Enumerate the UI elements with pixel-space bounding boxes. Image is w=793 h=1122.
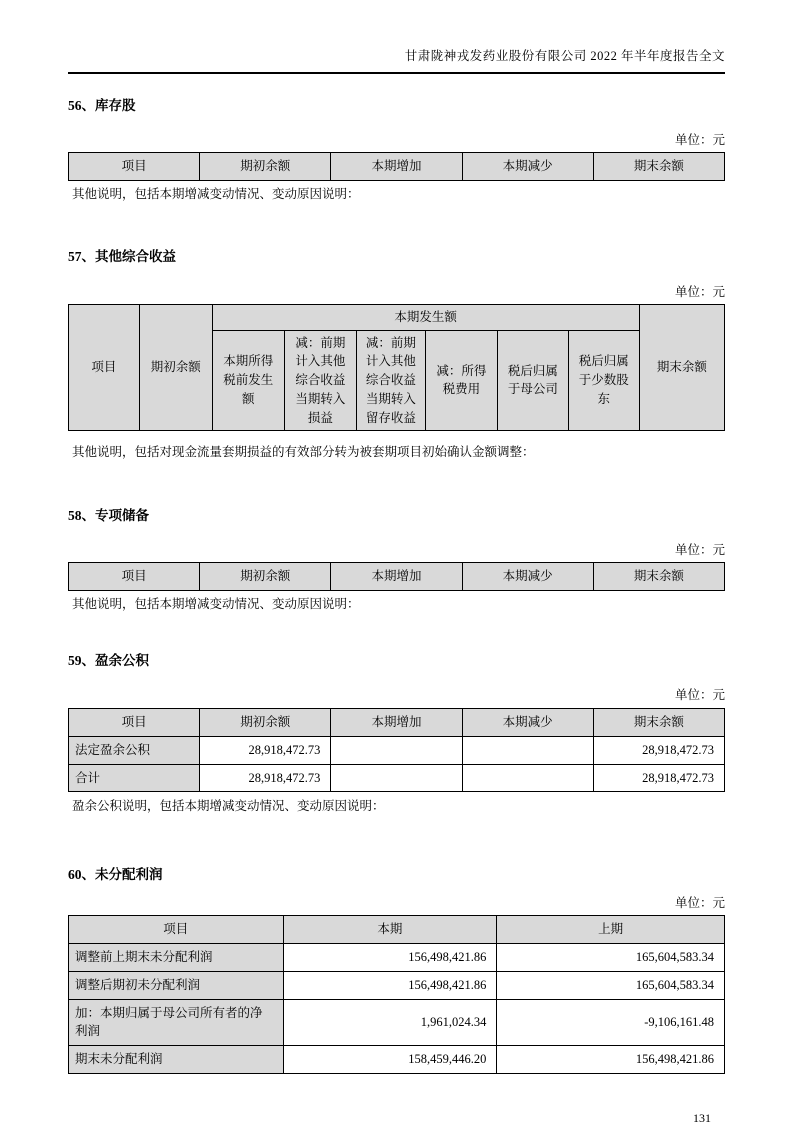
section-other-comprehensive-income (68, 248, 725, 461)
cell-begin-balance: 28,918,472.73 (200, 736, 331, 764)
header-cell-current-period: 本期 (283, 916, 497, 944)
cell-end-balance: 28,918,472.73 (593, 764, 724, 792)
table-header-row (69, 709, 725, 737)
header-cell-end-balance: 期末余额 (593, 709, 724, 737)
header-cell-item: 项目 (69, 304, 140, 431)
cell-current-value: 156,498,421.86 (283, 971, 497, 999)
cell-current-value: 1,961,024.34 (283, 999, 497, 1046)
header-cell-begin-balance: 期初余额 (200, 153, 331, 181)
header-cell-increase: 本期增加 (331, 153, 462, 181)
special-reserve-table (68, 562, 725, 591)
cell-prior-value: 165,604,583.34 (497, 944, 725, 972)
header-cell-begin-balance: 期初余额 (200, 563, 331, 591)
table-row-total (69, 764, 725, 792)
section-title-57: 57、其他综合收益 (68, 248, 176, 264)
cell-prior-value: 165,604,583.34 (497, 971, 725, 999)
cell-decrease (462, 764, 593, 792)
unit-label-60: 单位：元 (674, 896, 725, 911)
cell-item-net-profit-parent: 加：本期归属于母公司所有者的净利润 (69, 999, 284, 1046)
cell-decrease (462, 736, 593, 764)
section-treasury-stock (68, 97, 725, 202)
unit-label-57: 单位：元 (674, 284, 725, 299)
section-retained-earnings (68, 866, 725, 1074)
header-cell-attr-parent: 税后归属于母公司 (498, 330, 569, 431)
header-cell-current-period-group: 本期发生额 (212, 304, 639, 330)
header-cell-prior-period: 上期 (497, 916, 725, 944)
header-cell-item: 项目 (69, 563, 200, 591)
treasury-stock-table (68, 152, 725, 181)
header-cell-attr-minority: 税后归属于少数股东 (568, 330, 639, 431)
cell-item-total: 合计 (69, 764, 200, 792)
header-cell-end-balance: 期末余额 (593, 563, 724, 591)
cell-item-pre-adjust: 调整前上期末未分配利润 (69, 944, 284, 972)
retained-earnings-table (68, 915, 725, 1074)
header-cell-pretax-amount: 本期所得税前发生额 (212, 330, 284, 431)
unit-label-59: 单位：元 (674, 688, 725, 702)
document-header-title: 甘肃陇神戎发药业股份有限公司 2022 年半年度报告全文 (404, 49, 725, 63)
header-cell-end-balance: 期末余额 (639, 304, 724, 431)
document-header (68, 48, 725, 74)
header-cell-decrease: 本期减少 (462, 153, 593, 181)
cell-begin-balance: 28,918,472.73 (200, 764, 331, 792)
cell-prior-value: 156,498,421.86 (497, 1046, 725, 1074)
header-cell-decrease: 本期减少 (462, 709, 593, 737)
table-row (69, 971, 725, 999)
section-title-60: 60、未分配利润 (68, 867, 163, 883)
unit-label-58: 单位：元 (674, 543, 725, 558)
section-special-reserve (68, 507, 725, 612)
table-row (69, 736, 725, 764)
header-cell-end-balance: 期末余额 (593, 153, 724, 181)
cell-increase (331, 764, 462, 792)
cell-end-balance: 28,918,472.73 (593, 736, 724, 764)
table-header-row-top (69, 304, 725, 330)
table-row (69, 999, 725, 1046)
header-cell-begin-balance: 期初余额 (200, 709, 331, 737)
table-header-row (69, 916, 725, 944)
section-title-56: 56、库存股 (68, 98, 136, 113)
header-cell-item: 项目 (69, 709, 200, 737)
other-comprehensive-income-table (68, 304, 725, 432)
cell-increase (331, 736, 462, 764)
header-cell-decrease: 本期减少 (462, 563, 593, 591)
section-title-58: 58、专项储备 (68, 508, 149, 524)
section-surplus-reserve (68, 652, 725, 814)
section-note-56: 其他说明，包括本期增减变动情况、变动原因说明： (72, 186, 360, 201)
header-cell-begin-balance: 期初余额 (139, 304, 212, 431)
table-row (69, 1046, 725, 1074)
section-title-59: 59、盈余公积 (68, 653, 149, 668)
unit-label-56: 单位：元 (674, 133, 725, 147)
header-cell-income-tax: 减：所得税费用 (425, 330, 497, 431)
section-note-57: 其他说明，包括对现金流量套期损益的有效部分转为被套期项目初始确认金额调整： (72, 445, 535, 460)
table-row (69, 944, 725, 972)
cell-current-value: 156,498,421.86 (283, 944, 497, 972)
header-cell-transfer-to-pl: 减：前期计入其他综合收益当期转入损益 (284, 330, 356, 431)
cell-item-statutory-surplus: 法定盈余公积 (69, 736, 200, 764)
table-header-row (69, 153, 725, 181)
header-cell-increase: 本期增加 (331, 563, 462, 591)
cell-item-ending-retained: 期末未分配利润 (69, 1046, 284, 1074)
table-header-row (69, 563, 725, 591)
cell-prior-value: -9,106,161.48 (497, 999, 725, 1046)
header-cell-transfer-to-retained: 减：前期计入其他综合收益当期转入留存收益 (356, 330, 425, 431)
header-cell-item: 项目 (69, 916, 284, 944)
header-cell-item: 项目 (69, 153, 200, 181)
cell-item-post-adjust: 调整后期初未分配利润 (69, 971, 284, 999)
header-cell-increase: 本期增加 (331, 709, 462, 737)
cell-current-value: 158,459,446.20 (283, 1046, 497, 1074)
page-number: 131 (693, 1110, 711, 1122)
surplus-reserve-table (68, 708, 725, 792)
section-note-58: 其他说明，包括本期增减变动情况、变动原因说明： (72, 597, 360, 611)
section-note-59: 盈余公积说明，包括本期增减变动情况、变动原因说明： (72, 799, 385, 814)
